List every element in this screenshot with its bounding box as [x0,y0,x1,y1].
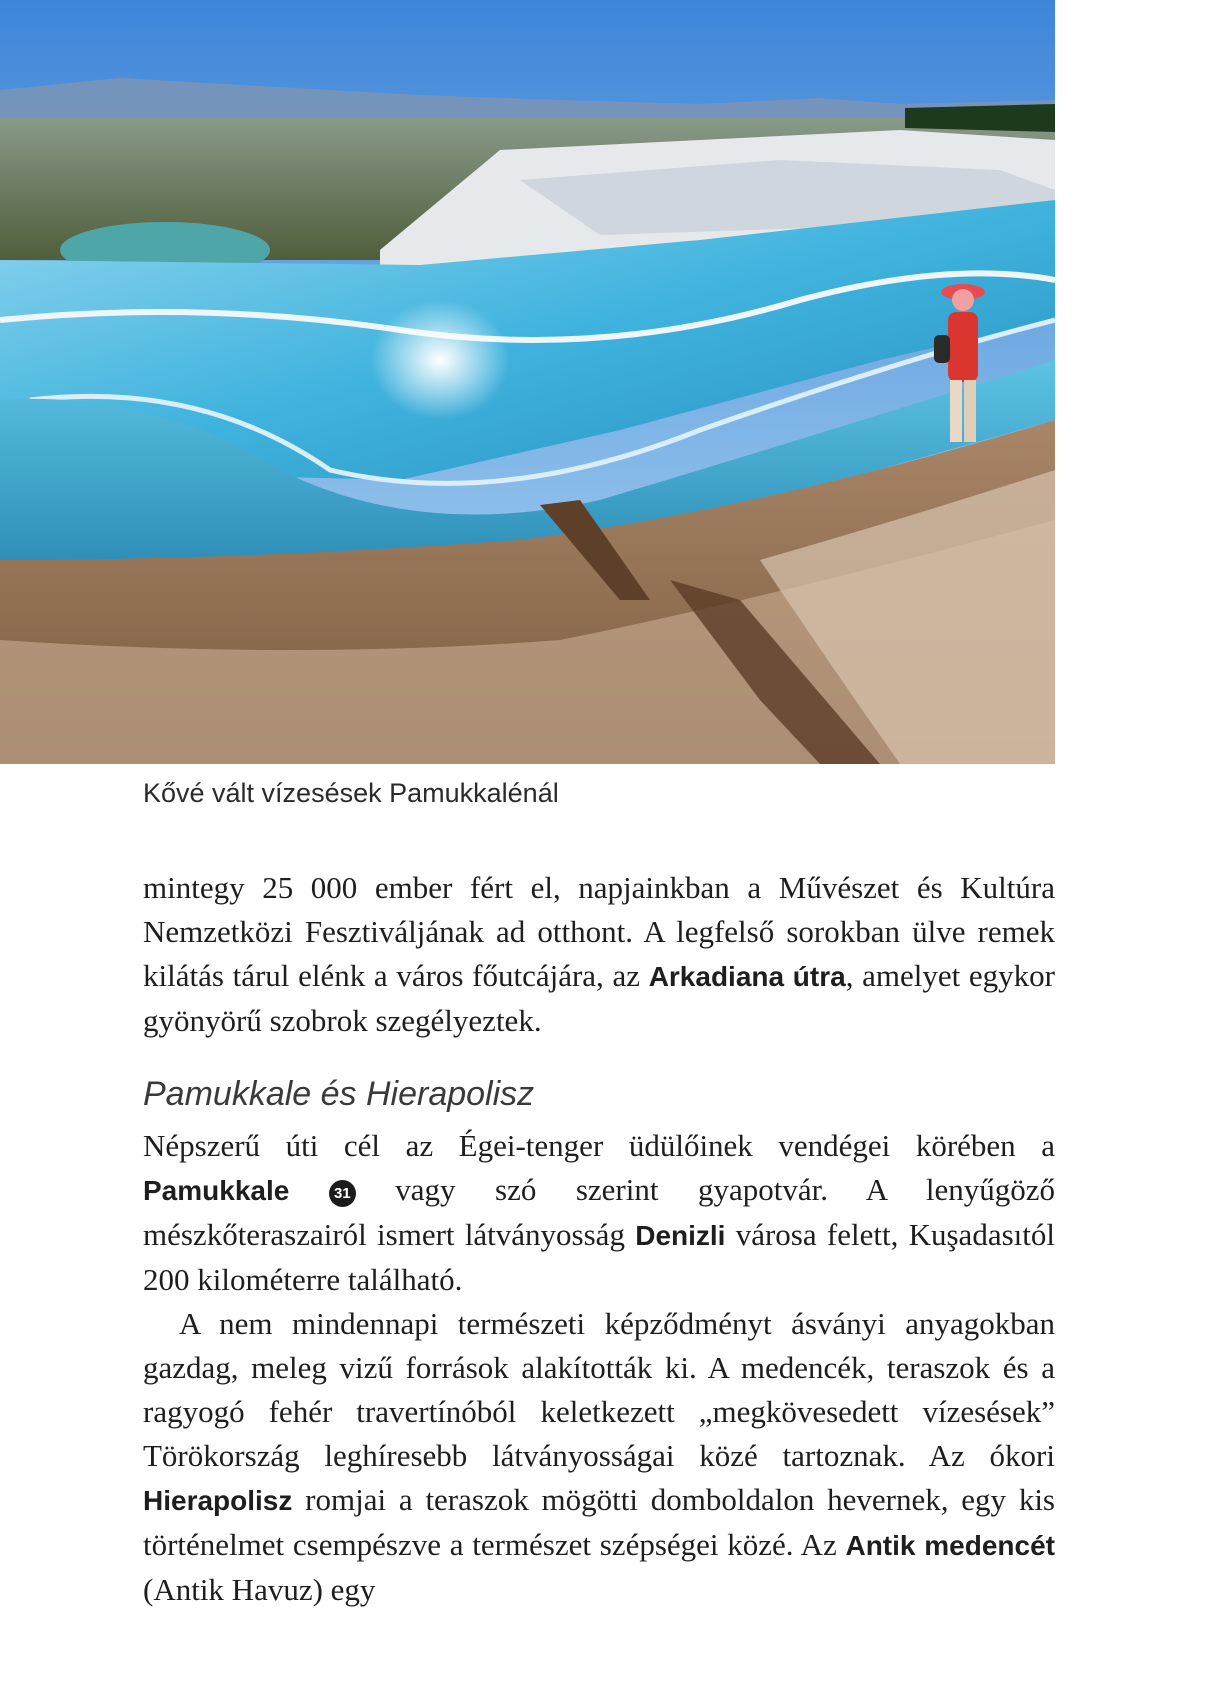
p2-text-b: romjai a teraszok mögötti domboldalon hevernek, egy kis történelmet csempészve a természet szépségei közé. Az [143,1482,1055,1562]
p2-text-a: A nem mindennapi természeti képződményt ásványi anyagokban gazdag, meleg vizű források alakították ki. A medencék, teraszok és a ragyogó fehér travertínóból keletkezett „megkövesedett vízesések” Törökország leghíresebb látványosságai közé tartoznak. Az ókori [143,1306,1055,1473]
photo-caption: Kővé vált vízesések Pamukkalénál [143,778,559,808]
hierapolisz-bold: Hierapolisz [143,1485,293,1516]
intro-text [143,866,1055,1043]
intro-text-1: mintegy 25 000 ember fért el, napjainkban a Művészet és Kultúra Nemzetközi Fesztiváljának ad otthont. A legfelső sorokban ülve remek kilátás tárul elénk a város főutcájára, az [143,870,1055,993]
p1-text-b: vagy szó szerint gyapotvár. A lenyűgöző mészkőteraszairól ismert látványosság [143,1172,1055,1252]
section-paragraph-2 [143,1302,1055,1612]
map-marker-badge: 31 [329,1180,356,1207]
p1-text-a: Népszerű úti cél az Égei-tenger üdülőinek vendégei körében a [143,1128,1055,1163]
section-paragraph-1 [143,1124,1055,1302]
section-heading: Pamukkale és Hierapolisz [143,1075,535,1113]
intro-paragraph [143,866,1055,1043]
denizli-bold: Denizli [635,1220,726,1251]
p1-text-c: városa felett, Kuşadasıtól 200 kilométerre található. [143,1217,1055,1297]
pamukkale-terraces-image [0,0,1055,764]
pamukkale-photo [0,0,1055,764]
intro-text-2: , amelyet egykor gyönyörű szobrok szegélyeztek. [143,958,1055,1038]
antik-medencet-bold: Antik medencét [845,1530,1055,1561]
pamukkale-bold: Pamukkale [143,1175,290,1206]
p2-text-c: (Antik Havuz) egy [143,1572,376,1607]
section-text [143,1124,1055,1612]
arkadiana-bold: Arkadiana útra [648,961,846,992]
